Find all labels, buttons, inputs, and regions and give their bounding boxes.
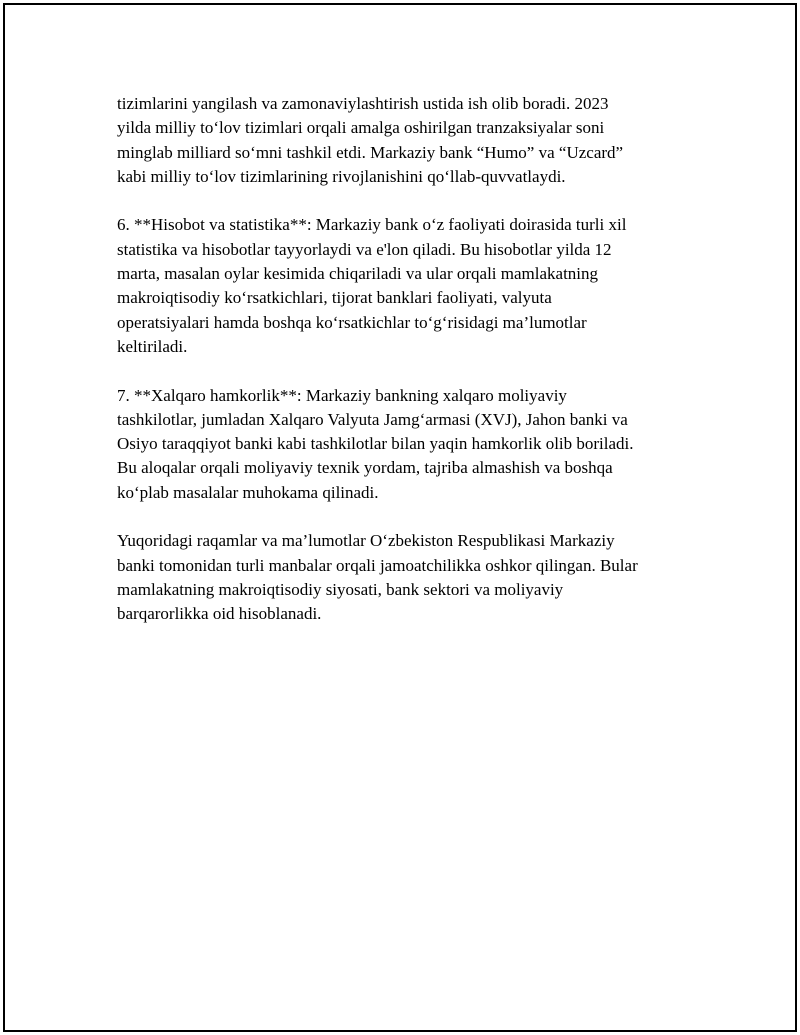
text-line: barqarorlikka oid hisoblanadi. bbox=[117, 604, 322, 624]
text-line: kabi milliy to‘lov tizimlarining rivojlanishini qo‘llab-quvvatlaydi. bbox=[117, 166, 566, 186]
text-line: keltiriladi. bbox=[117, 336, 188, 356]
paragraph-international-cooperation bbox=[117, 384, 697, 505]
text-line: banki tomonidan turli manbalar orqali jamoatchilikka oshkor qilingan. Bular bbox=[117, 555, 638, 575]
text-line: Bu aloqalar orqali moliyaviy texnik yordam, tajriba almashish va boshqa bbox=[117, 458, 613, 478]
text-line: tizimlarini yangilash va zamonaviylashtirish ustida ish olib boradi. 2023 bbox=[117, 94, 609, 113]
document-body bbox=[117, 92, 697, 651]
text-line: marta, masalan oylar kesimida chiqariladi va ular orqali mamlakatning bbox=[117, 264, 599, 284]
text-line: makroiqtisodiy ko‘rsatkichlari, tijorat banklari faoliyati, valyuta bbox=[117, 288, 552, 308]
paragraph-conclusion bbox=[117, 529, 697, 626]
paragraph-reports-statistics bbox=[117, 213, 697, 359]
text-line: yilda milliy to‘lov tizimlari orqali amalga oshirilgan tranzaksiyalar soni bbox=[117, 118, 605, 138]
text-line: minglab milliard so‘mni tashkil etdi. Markaziy bank “Humo” va “Uzcard” bbox=[117, 142, 624, 162]
text-line: 7. **Xalqaro hamkorlik**: Markaziy bankning xalqaro moliyaviy bbox=[117, 385, 567, 405]
text-line: operatsiyalari hamda boshqa ko‘rsatkichlar to‘g‘risidagi ma’lumotlar bbox=[117, 312, 587, 332]
text-line: ko‘plab masalalar muhokama qilinadi. bbox=[117, 482, 379, 502]
paragraph-payment-systems bbox=[117, 92, 697, 189]
text-line: 6. **Hisobot va statistika**: Markaziy bank o‘z faoliyati doirasida turli xil bbox=[117, 215, 627, 235]
text-line: Yuqoridagi raqamlar va ma’lumotlar O‘zbekiston Respublikasi Markaziy bbox=[117, 531, 615, 551]
text-line: statistika va hisobotlar tayyorlaydi va e'lon qiladi. Bu hisobotlar yilda 12 bbox=[117, 239, 612, 259]
text-line: mamlakatning makroiqtisodiy siyosati, bank sektori va moliyaviy bbox=[117, 579, 564, 599]
text-line: tashkilotlar, jumladan Xalqaro Valyuta Jamg‘armasi (XVJ), Jahon banki va bbox=[117, 409, 628, 429]
text-line: Osiyo taraqqiyot banki kabi tashkilotlar bilan yaqin hamkorlik olib boriladi. bbox=[117, 434, 634, 454]
